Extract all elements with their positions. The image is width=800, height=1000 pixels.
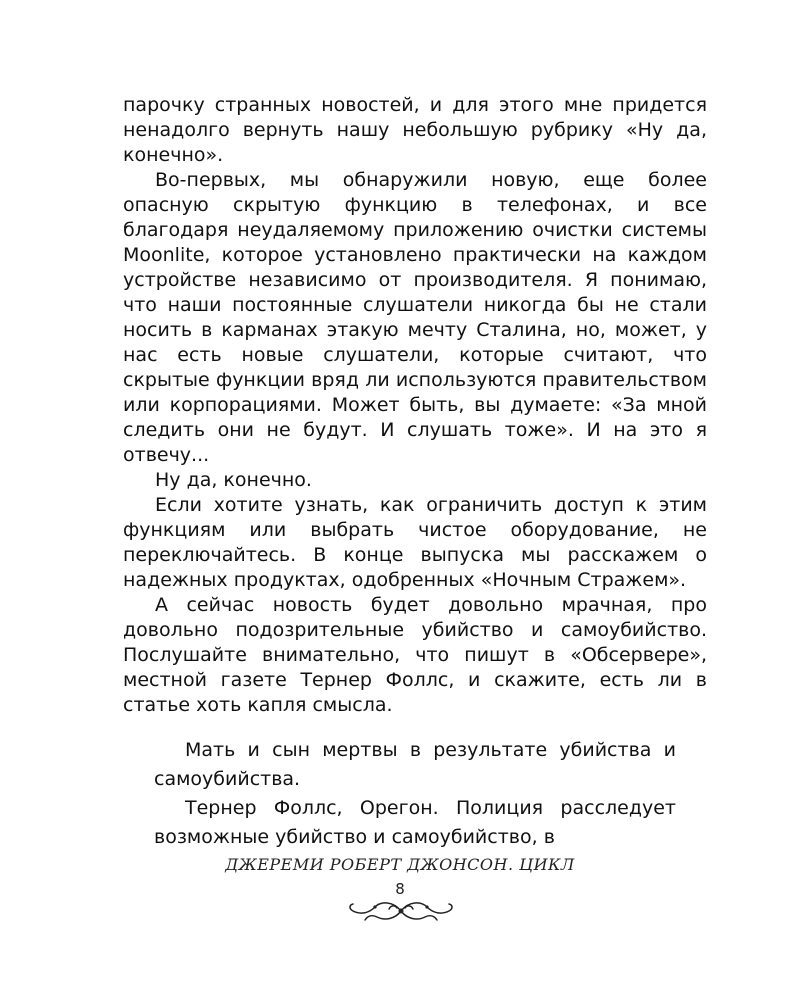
paragraph: парочку странных новостей, и для этого мне придется ненадолго вернуть нашу небольшую рубрику «Ну да, конечно». [123,94,707,166]
quoted-article [154,736,676,852]
page-number: 8 [395,880,405,898]
paragraph: Во-первых, мы обнаружили новую, еще более опасную скрытую функцию в телефонах, и все благодаря неудаляемому приложению очистки системы Moonlite, которое установлено практически на каждом устройстве независимо от производителя. Я понимаю, что наши постоянные слушатели никогда бы не стали носить в карманах этакую мечту Сталина, но, может, у нас есть новые слушатели, которые считают, что скрытые функции вряд ли используются правительством или корпорациями. Может быть, вы думаете: «За мной следить они не будут. И слушать тоже». И на это я отвечу... [123,169,707,466]
floral-flourish-icon [345,895,457,925]
body-text [123,93,707,718]
paragraph: Если хотите узнать, как ограничить доступ к этим функциям или выбрать чистое оборудование, не переключайтесь. В конце выпуска мы расскажем о надежных продуктах, одобренных «Ночным Стражем». [123,494,707,591]
article-headline: Мать и сын мертвы в результате убийства и самоубийства. [154,739,676,790]
running-footer-title: ДЖЕРЕМИ РОБЕРТ ДЖОНСОН. ЦИКЛ [225,855,575,874]
paragraph: А сейчас новость будет довольно мрачная, про довольно подозрительные убийство и самоубийство. Послушайте внимательно, что пишут в «Обсервере», местной газете Тернер Фоллс, и скажите, есть ли в статье хоть капля смысла. [123,594,707,716]
paragraph: Ну да, конечно. [155,469,312,491]
article-paragraph: Тернер Фоллс, Орегон. Полиция расследует возможные убийство и самоубийство, в [154,797,676,848]
